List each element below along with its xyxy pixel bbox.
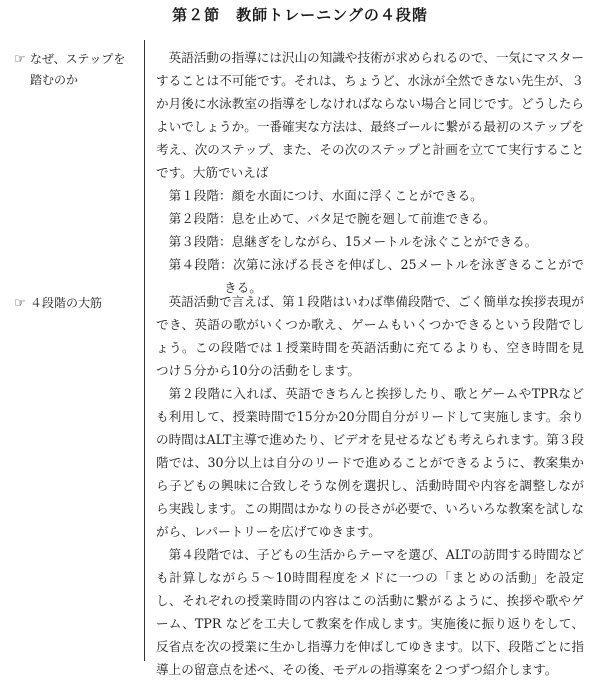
step-item [169, 230, 584, 253]
page-title: 第２節 教師トレーニングの４段階 [172, 6, 428, 24]
sidebar-heading-label: ４段階の大筋 [30, 296, 103, 310]
sidebar-heading-line2: 踏むのか [30, 73, 79, 87]
sidebar-heading-why-steps [14, 49, 138, 90]
step-item [169, 207, 584, 230]
step-label: 第１段階： [168, 188, 232, 203]
step-text: 息継ぎをしながら、15メートルを泳ぐことができる。 [231, 234, 538, 249]
section2-paragraph: 第４段階では、子どもの生活からテーマを選び、ALTの訪問する時間なども計算しながら５～10時間程度をメドに一つの「まとめの活動」を設定し、それぞれの授業時間の内容はこの活動に繋がるように、挨拶や歌やゲーム、TPR などを工夫して教案を作成します。実施後に振り返りをして、反省点を次の授業に生かし指導力を伸ばしてゆきます。以下、段階ごとに指導上の留意点を述べ、その後、モデルの指導案を２つずつ紹介します。 [156, 547, 584, 677]
step-label: 第４段階： [168, 257, 234, 272]
section2-paragraph: 第２段階に入れば、英語できちんと挨拶したり、歌とゲームやTPRなども利用して、授業時間で15分か20分間自分がリードして実施します。余りの時間はALT主導で進めたり、ビデオを見せるなども考えられます。第３段階では、30分以上は自分のリードで進めることができるように、教案集から子どもの興味に合致しそうな例を選択し、活動時間や内容を調整しながら実践します。この期間はかなりの長さが必要で、いろいろな教案を試しながら、レパートリーを広げてゆきます。 [156, 386, 584, 539]
step-label: 第２段階： [168, 211, 232, 226]
sidebar-heading-outline [14, 293, 138, 314]
pointing-hand-icon: ☞ [14, 296, 26, 311]
section-outline [156, 290, 584, 681]
pointing-hand-icon: ☞ [14, 52, 26, 67]
section1-paragraph: 英語活動の指導には沢山の知識や技術が求められるので、一気にマスターすることは不可能です。それは、ちょうど、水泳が全然できない先生が、３か月後に水泳教室の指導をしなければならない場合と同じです。どうしたらよいでしょうか。一番確実な方法は、最終ゴールに繋がる最初のステップを考え、次のステップ、また、その次のステップと計画を立てて実行することです。大筋でいえば [156, 50, 584, 180]
section2-paragraph: 英語活動で言えば、第１段階はいわば準備段階で、ごく簡単な挨拶表現ができ、英語の歌がいくつか歌え、ゲームもいくつかできるという段階でしょう。この段階では１授業時間を英語活動に充てるよりも、空き時間を見つけ５分から10分の活動をします。 [156, 294, 584, 378]
step-text: 息を止めて、バタ足で腕を廻して前進できる。 [231, 211, 496, 226]
sidebar-heading-line1: なぜ、ステップを [30, 52, 126, 66]
step-item [169, 184, 584, 207]
column-divider [144, 40, 145, 661]
step-text: 次第に泳げる長さを伸ばし、25メートルを泳ぎきることができる。 [224, 257, 585, 295]
step-text: 顔を水面につけ、水面に浮くことができる。 [231, 188, 483, 203]
section-why-steps [156, 46, 584, 299]
step-list [156, 184, 584, 299]
step-label: 第３段階： [168, 234, 232, 249]
